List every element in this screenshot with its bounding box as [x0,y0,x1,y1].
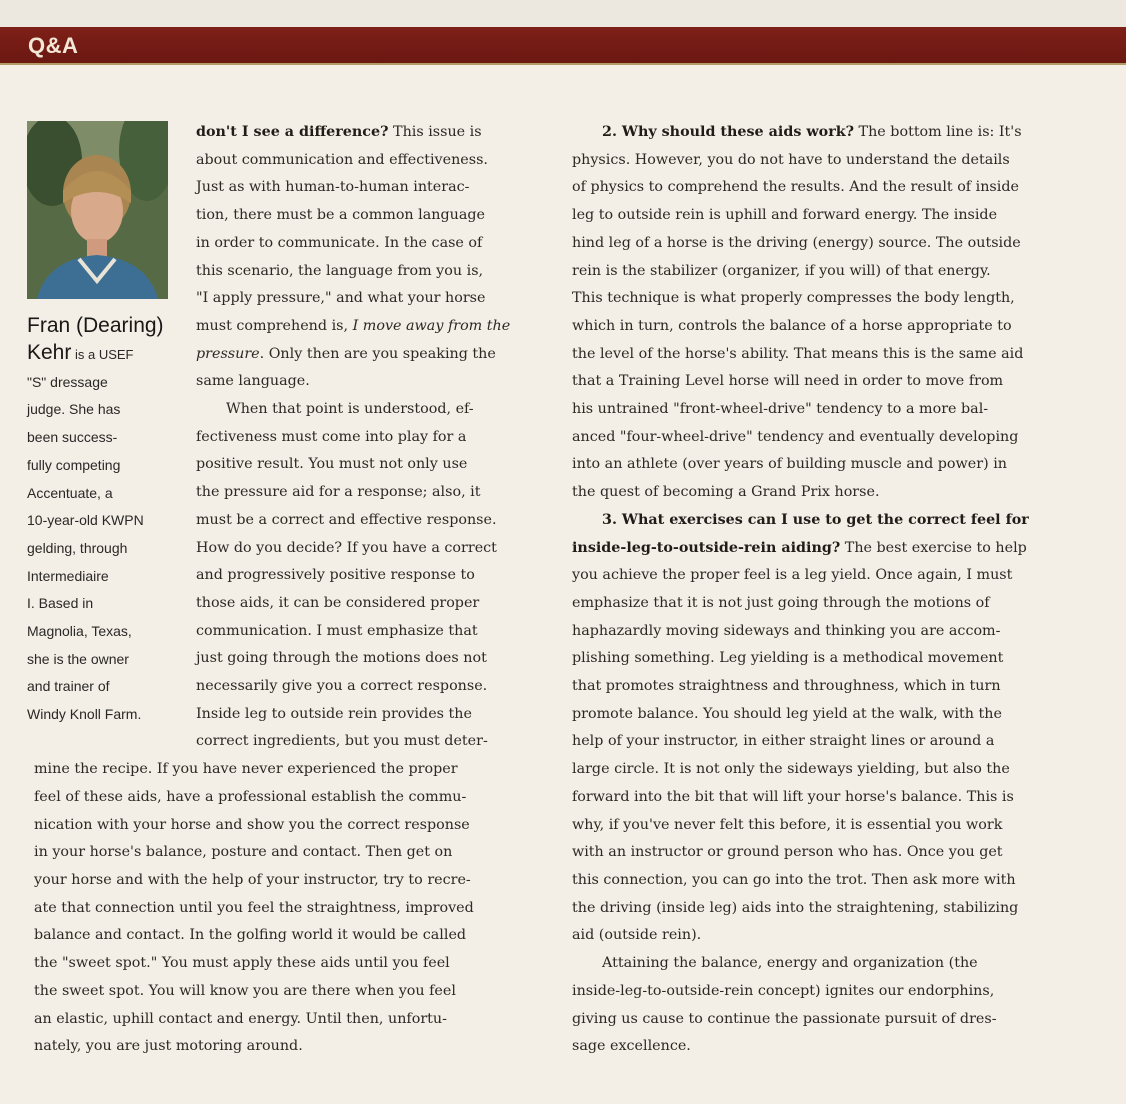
text-line [572,479,1102,507]
text-line [196,147,562,175]
text-line [196,618,562,646]
body-text: with an instructor or ground person who has. Once you get [572,844,1003,861]
text-line: nication with your horse and show you the correct response [34,816,470,833]
text-line [572,618,1102,646]
body-text: physics. However, you do not have to understand the details [572,151,1010,168]
body-text: this scenario, the language from you is, [196,262,484,279]
body-text: anced "four-wheel-drive" tendency and eventually developing [572,428,1019,445]
text-line [196,285,562,313]
body-text: sage excellence. [572,1038,691,1055]
question-heading: inside-leg-to-outside-rein aiding? [572,539,841,556]
text-line [572,396,1102,424]
body-text: "I apply pressure," and what your horse [196,290,486,307]
text-line [572,507,1102,535]
body-text: into an athlete (over years of building muscle and power) in [572,456,1007,473]
body-text: the pressure aid for a response; also, it [196,484,481,501]
body-text: the driving (inside leg) aids into the straightening, stabilizing [572,899,1019,916]
question-heading: 3. What exercises can I use to get the correct feel for [602,511,1029,528]
body-text: How do you decide? If you have a correct [196,539,497,556]
text-line [572,895,1102,923]
bio-line: Intermediaire [27,567,109,584]
text-line [572,1006,1102,1034]
question-heading: 2. Why should these aids work? [602,124,855,140]
bio-line: is a USEF [71,347,134,362]
body-text: necessarily give you a correct response. [196,678,488,695]
text-line [196,230,562,258]
banner-rule [0,63,1126,65]
column-1-continuation [34,756,562,1061]
body-text: you achieve the proper feel is a leg yield. Once again, I must [572,567,1013,584]
text-line [572,950,1102,978]
text-line [196,562,562,590]
article-column-2 [572,119,1102,1061]
body-text: fectiveness must come into play for a [196,428,467,445]
body-text: about communication and effectiveness. [196,151,488,168]
body-text: This issue is [388,124,482,140]
body-text: plishing something. Leg yielding is a methodical movement [572,650,1004,667]
text-line [572,922,1102,950]
text-line [196,590,562,618]
text-line [572,119,1102,147]
body-text: must comprehend is, [196,317,353,334]
bio-line: Windy Knoll Farm. [27,706,142,723]
body-text: emphasize that it is not just going through the motions of [572,594,990,611]
text-line [572,562,1102,590]
body-text: hind leg of a horse is the driving (energy) source. The outside [572,234,1021,251]
body-text: aid (outside rein). [572,927,702,944]
author-name-line-1: Fran (Dearing) [27,314,164,337]
bio-line: 10-year-old KWPN [27,512,144,529]
body-text: inside-leg-to-outside-rein concept) ignites our endorphins, [572,982,995,999]
text-line [196,368,562,396]
text-line [572,978,1102,1006]
text-line [196,396,562,424]
bio-line: "S" dressage [27,373,108,390]
text-line: balance and contact. In the golfing world it would be called [34,927,467,944]
body-text: This technique is what properly compresses the body length, [572,290,1015,307]
text-line [572,1033,1102,1061]
body-text: help of your instructor, in either straight lines or around a [572,733,995,750]
body-text: must be a correct and effective response. [196,511,497,528]
body-text: those aids, it can be considered proper [196,594,480,611]
text-line [196,479,562,507]
text-line [196,645,562,673]
text-line [572,368,1102,396]
text-line [572,756,1102,784]
body-text: leg to outside rein is uphill and forward energy. The inside [572,207,998,224]
text-line [572,451,1102,479]
text-line [572,147,1102,175]
text-line [572,341,1102,369]
body-text: positive result. You must not only use [196,456,468,473]
author-photo-illustration [27,121,168,299]
body-text: this connection, you can go into the trot. Then ask more with [572,871,1016,888]
bio-line: fully competing [27,456,121,473]
body-text: why, if you've never felt this before, it is essential you work [572,816,1003,833]
text-line [572,313,1102,341]
author-bio [27,312,177,729]
body-text: the quest of becoming a Grand Prix horse. [572,484,880,501]
text-line [572,673,1102,701]
text-line [572,202,1102,230]
body-text: tion, there must be a common language [196,207,485,224]
text-line [196,313,562,341]
body-text: Just as with human-to-human interac- [196,179,470,196]
bio-line: she is the owner [27,650,129,667]
text-line [572,645,1102,673]
author-name-line-2 [27,339,177,369]
emphasis-text: pressure [196,345,260,362]
text-line: the sweet spot. You will know you are there when you feel [34,982,456,999]
body-text: the level of the horse's ability. That means this is the same aid [572,345,1024,362]
text-line [572,839,1102,867]
text-line: an elastic, uphill contact and energy. Until then, unfortu- [34,1010,447,1027]
body-text: The best exercise to help [840,539,1027,556]
text-line [572,230,1102,258]
text-line: mine the recipe. If you have never experienced the proper [34,761,458,778]
author-surname: Kehr [27,341,72,364]
question-heading: don't I see a difference? [196,124,389,140]
body-text: communication. I must emphasize that [196,622,478,639]
bio-line: and trainer of [27,678,110,695]
body-text: which in turn, controls the balance of a horse appropriate to [572,317,1012,334]
text-line [196,701,562,729]
body-text: that a Training Level horse will need in order to move from [572,373,1004,390]
text-line [196,258,562,286]
text-line: the "sweet spot." You must apply these aids until you feel [34,955,450,972]
bio-line: been success- [27,429,118,446]
text-line [196,535,562,563]
bio-line: Accentuate, a [27,484,113,501]
text-line: ate that connection until you feel the straightness, improved [34,899,474,916]
text-line: your horse and with the help of your instructor, try to recre- [34,871,471,888]
bio-line: gelding, through [27,539,128,556]
text-line [196,119,562,147]
body-text: Inside leg to outside rein provides the [196,705,472,722]
text-line [572,590,1102,618]
section-label: Q&A [28,33,79,58]
body-text: same language. [196,373,310,390]
text-line: feel of these aids, have a professional establish the commu- [34,788,467,805]
text-line [196,728,562,756]
body-text: forward into the bit that will lift your horse's balance. This is [572,788,1014,805]
body-text: his untrained "front-wheel-drive" tendency to a more bal- [572,401,989,418]
emphasis-text: I move away from the [352,317,511,334]
body-text: that promotes straightness and throughness, which in turn [572,678,1001,695]
page-top-margin [0,0,1126,27]
author-photo [27,121,168,299]
body-text: large circle. It is not only the sideways yielding, but also the [572,761,1010,778]
body-text: promote balance. You should leg yield at the walk, with the [572,705,1002,722]
text-line [572,424,1102,452]
body-text: and progressively positive response to [196,567,475,584]
text-line [196,202,562,230]
body-text: haphazardly moving sideways and thinking you are accom- [572,622,1001,639]
bio-line: judge. She has [27,401,121,418]
text-line [572,701,1102,729]
body-text: of physics to comprehend the results. And the result of inside [572,179,1019,196]
body-text: The bottom line is: It's [854,124,1022,140]
body-text: giving us cause to continue the passionate pursuit of dres- [572,1010,997,1027]
text-line [572,258,1102,286]
section-banner [0,27,1126,63]
text-line [196,341,562,369]
body-text: in order to communicate. In the case of [196,234,483,251]
text-line [572,285,1102,313]
bio-line: I. Based in [27,595,94,612]
body-text: Attaining the balance, energy and organization (the [602,955,978,972]
text-line [572,867,1102,895]
text-line: in your horse's balance, posture and contact. Then get on [34,844,453,861]
text-line [196,451,562,479]
body-text: . Only then are you speaking the [259,345,496,362]
body-text: just going through the motions does not [196,650,487,667]
text-line [196,673,562,701]
text-line [196,174,562,202]
text-line [196,507,562,535]
text-line [572,728,1102,756]
text-line: nately, you are just motoring around. [34,1038,303,1055]
text-line [572,784,1102,812]
text-line [572,812,1102,840]
bio-line: Magnolia, Texas, [27,623,132,640]
body-text: correct ingredients, but you must deter- [196,733,488,750]
text-line [572,174,1102,202]
text-line [572,535,1102,563]
body-text: When that point is understood, ef- [226,401,474,418]
body-text: rein is the stabilizer (organizer, if you will) of that energy. [572,262,991,279]
text-line [196,424,562,452]
